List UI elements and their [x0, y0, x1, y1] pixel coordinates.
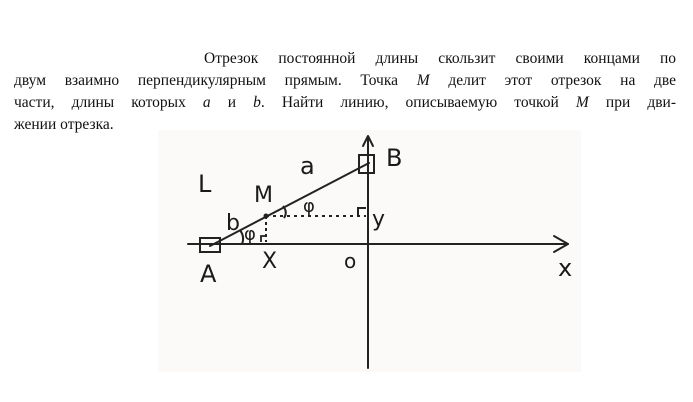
label-x-point: X [262, 249, 278, 274]
label-phi-bottom: φ [244, 224, 256, 245]
label-m-point: M [254, 183, 273, 208]
label-origin: o [344, 249, 357, 273]
handdrawn-figure [158, 130, 581, 372]
label-b-point: B [386, 144, 403, 172]
label-b-length: b [226, 211, 240, 236]
label-x-axis: x [558, 254, 573, 282]
label-y: y [372, 207, 386, 232]
problem-line-4: жении отрезка. [14, 116, 114, 133]
problem-line-2: двум взаимно перпендикулярным прямым. Точка M делит этот отрезок на две [14, 72, 677, 89]
label-l: L [198, 170, 212, 198]
right-angle-mark-y [358, 208, 366, 216]
problem-statement [14, 48, 676, 136]
point-m [264, 214, 269, 219]
problem-line-1: Отрезок постоянной длины скользит своими концами по [204, 50, 676, 67]
label-a-length: a [300, 152, 315, 180]
label-a-point: A [200, 260, 217, 288]
angle-arc-a [240, 230, 243, 244]
figure-svg [158, 130, 581, 372]
angle-arc-m [283, 206, 286, 218]
problem-line-3: части, длины которых a и b. Найти линию, описываемую точкой M при дви- [14, 94, 676, 111]
label-phi-top: φ [303, 196, 315, 217]
